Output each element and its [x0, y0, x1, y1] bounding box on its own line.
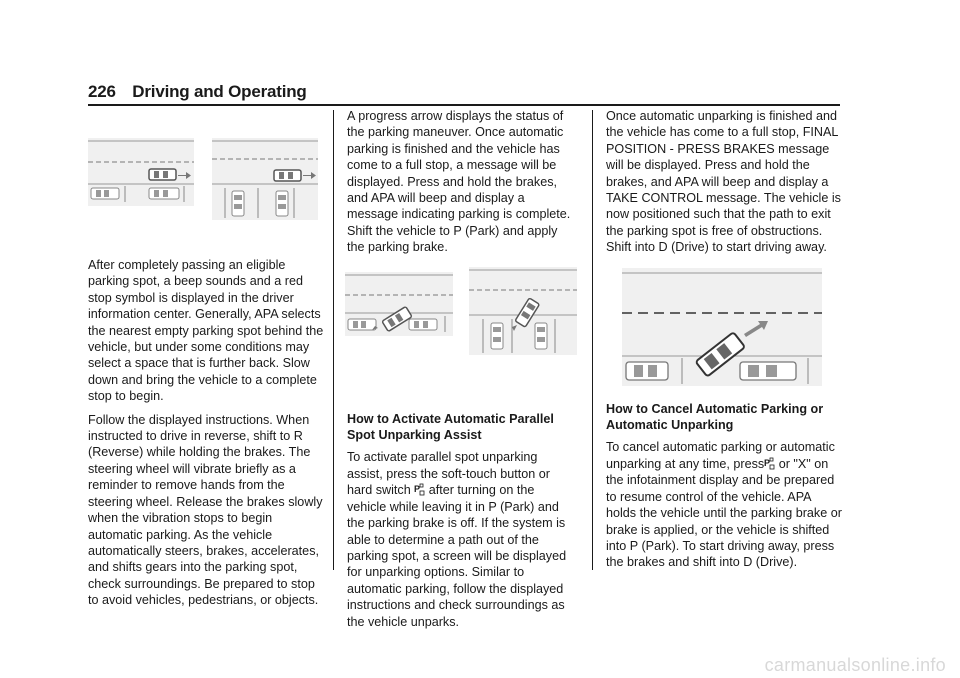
paragraph-text: after turning on the vehicle while leaving it in P (Park) and the parking brake is off. If the system is able to determine a path out of the parking spot, a screen will be displayed for unparking options. Similar to automatic parking, follow the displayed instructions and check surroundings as the vehicle unparks.	[347, 483, 567, 629]
paragraph-text: To activate parallel spot unparking assist, press the soft-touch button or hard switch	[347, 450, 551, 498]
paragraph: A progress arrow displays the status of the parking maneuver. Once automatic parking is finished and the vehicle has come to a full stop, a message will be displayed. Press and hold the brakes, and APA will beep and display a message indicating parking is complete. Shift the vehicle to P (Park) and apply the parking brake.	[347, 109, 571, 255]
paragraph: Follow the displayed instructions. When instructed to drive in reverse, shift to R (Reverse) while holding the brakes. The steering wheel will vibrate briefly as a reminder to remove hands from the steering wheel. Release the brakes slowly when the vibration stops to begin automatic parking. As the vehicle automatically steers, brakes, accelerates, and shifts gears into the parking spot, check surroundings. Be prepared to stop to avoid vehicles, pedestrians, or objects.	[88, 412, 323, 608]
column-3-text	[606, 108, 842, 578]
ego-vehicle-icon	[149, 169, 176, 180]
page-header	[88, 82, 307, 102]
column-1-text	[88, 257, 328, 616]
parked-car-icon	[232, 191, 244, 216]
parked-car-icon	[276, 191, 288, 216]
parked-car-icon	[91, 188, 119, 199]
ego-vehicle-icon	[274, 170, 301, 181]
svg-text:P: P	[414, 484, 421, 495]
figure-perpendicular-pass	[212, 138, 318, 220]
paragraph: After completely passing an eligible parking spot, a beep sounds and a red stop symbol is displayed in the driver information center. Generally, APA selects the nearest empty parking spot behind the vehicle, but under some conditions may select a space that is further back. Slow down and bring the vehicle to a complete stop to begin.	[88, 258, 324, 404]
svg-text:P: P	[764, 457, 771, 468]
paragraph	[606, 439, 842, 570]
park-assist-icon	[414, 483, 425, 496]
page-number: 226	[88, 82, 116, 101]
footer	[0, 652, 960, 678]
paragraph: Once automatic unparking is finished and the vehicle has come to a full stop, FINAL POSITION - PRESS BRAKES message will be displayed. Press and hold the brakes, and APA will beep and display a TAKE CONTROL message. The vehicle is now positioned such that the path to exit the parking spot is free of obstructions. Shift into D (Drive) to start driving away.	[606, 109, 841, 255]
park-assist-icon	[764, 457, 775, 470]
paragraph-text: To cancel automatic parking or automatic unparking at any time, press	[606, 440, 835, 471]
section-heading: How to Cancel Automatic Parking or Automatic Unparking	[606, 401, 824, 433]
section-title: Driving and Operating	[132, 82, 307, 101]
column-divider-1	[333, 110, 334, 570]
section-heading: How to Activate Automatic Parallel Spot Unparking Assist	[347, 411, 554, 443]
parked-car-icon	[149, 188, 179, 199]
column-2-text	[347, 108, 575, 637]
header-rule	[88, 104, 840, 106]
paragraph-text: or "X" on the infotainment display and be prepared to resume control of the vehicle. APA holds the vehicle until the parking brake or brake is applied, or the vehicle is shifted into P (Park). To start driving away, press the brakes and shift into D (Drive).	[606, 456, 842, 570]
paragraph	[347, 449, 575, 629]
watermark: carmanualsonline.info	[764, 655, 946, 675]
column-divider-2	[592, 110, 593, 570]
figure-parallel-pass	[88, 138, 194, 206]
